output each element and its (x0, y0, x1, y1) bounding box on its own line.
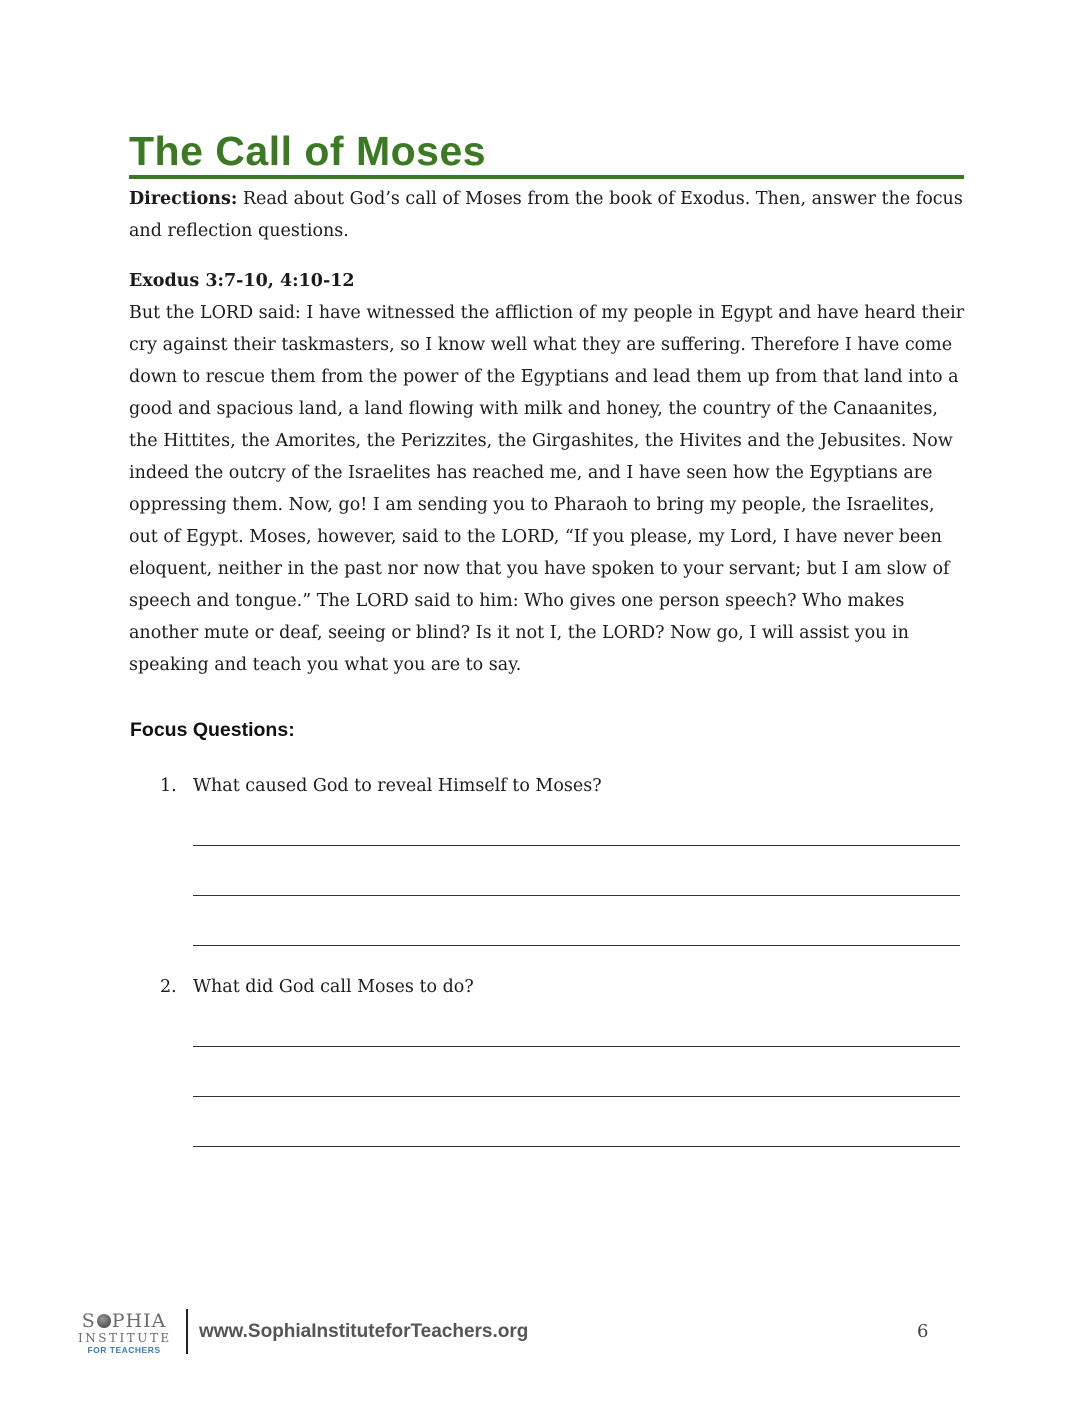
answer-line[interactable] (193, 845, 960, 846)
logo-for-teachers: FOR TEACHERS (87, 1345, 161, 1355)
page-title: The Call of Moses (129, 128, 487, 174)
page-number: 6 (917, 1321, 929, 1342)
question-number: 1. (160, 776, 177, 796)
question-text: What caused God to reveal Himself to Moses? (193, 776, 602, 796)
answer-line[interactable] (193, 945, 960, 946)
logo-institute: INSTITUTE (78, 1331, 172, 1345)
focus-questions-heading: Focus Questions: (130, 719, 295, 741)
question-2 (160, 972, 474, 1002)
question-text: What did God call Moses to do? (193, 977, 474, 997)
answer-line[interactable] (193, 1146, 960, 1147)
logo-wordmark: S PHIA (81, 1310, 167, 1332)
answer-line[interactable] (193, 1046, 960, 1047)
title-underline (129, 175, 964, 179)
directions (129, 183, 969, 247)
sophia-logo (78, 1312, 170, 1356)
answer-line[interactable] (193, 895, 960, 896)
directions-label: Directions: (129, 189, 238, 209)
globe-icon (97, 1314, 111, 1328)
passage-text: But the LORD said: I have witnessed the affliction of my people in Egypt and have heard their cry against their taskmasters, so I know well what they are suffering. Therefore I have come down to rescue them from the power of the Egyptians and lead them up from that land into a good and spacious land, a land flowing with milk and honey, the country of the Canaanites, the Hittites, the Amorites, the Perizzites, the Girgashites, the Hivites and the Jebusites. Now indeed the outcry of the Israelites has reached me, and I have seen how the Egyptians are oppressing them. Now, go! I am sending you to Pharaoh to bring my people, the Israelites, out of Egypt. Moses, however, said to the LORD, “If you please, my Lord, I have never been eloquent, neither in the past nor now that you have spoken to your servant; but I am slow of speech and tongue.” The LORD said to him: Who gives one person speech? Who makes another mute or deaf, seeing or blind? Is it not I, the LORD? Now go, I will assist you in speaking and teach you what you are to say. (129, 303, 965, 675)
footer-url[interactable]: www.SophiaInstituteforTeachers.org (199, 1321, 529, 1342)
question-number: 2. (160, 977, 177, 997)
passage-reference: Exodus 3:7-10, 4:10-12 (129, 271, 355, 291)
answer-line[interactable] (193, 1096, 960, 1097)
question-1 (160, 771, 602, 801)
footer-divider (186, 1309, 188, 1354)
directions-text: Read about God’s call of Moses from the book of Exodus. Then, answer the focus and reflection questions. (129, 189, 963, 241)
